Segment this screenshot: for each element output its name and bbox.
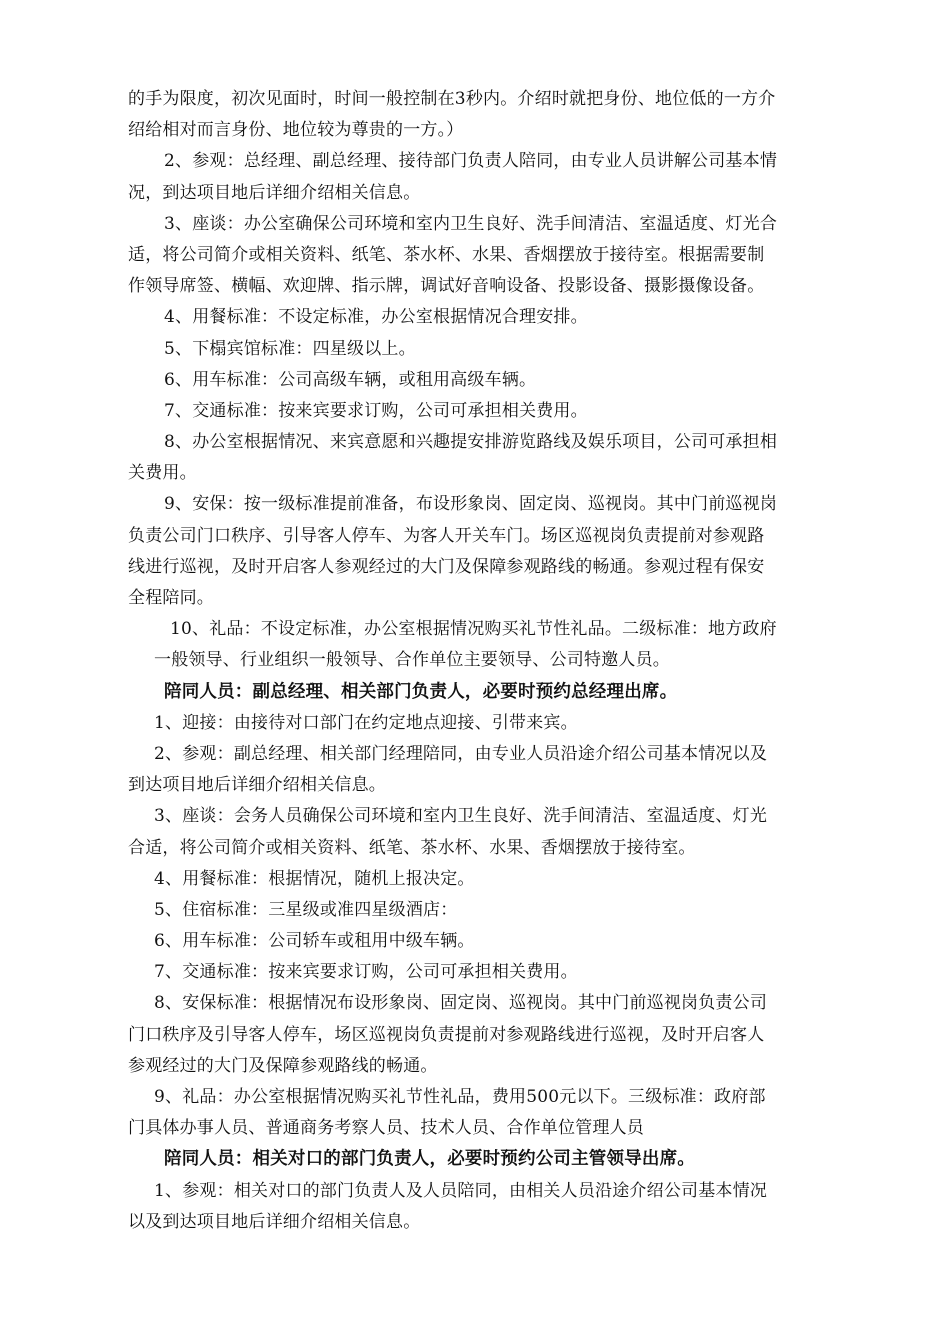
paragraph-line: 10、礼品：不设定标准，办公室根据情况购买礼节性礼品。二级标准：地方政府 [170,619,777,640]
paragraph-line: 负责公司门口秩序、引导客人停车、为客人开关车门。场区巡视岗负责提前对参观路 [128,525,765,546]
paragraph-line: 6、用车标准：公司高级车辆，或租用高级车辆。 [164,369,537,390]
paragraph-line: 2、参观：副总经理、相关部门经理陪同，由专业人员沿途介绍公司基本情况以及 [154,743,768,764]
paragraph-line: 线进行巡视，及时开启客人参观经过的大门及保障参观路线的畅通。参观过程有保安 [128,556,765,577]
paragraph-line: 一般领导、行业组织一般领导、合作单位主要领导、公司特邀人员。 [154,650,670,671]
paragraph-line: 作领导席签、横幅、欢迎牌、指示牌，调试好音响设备、投影设备、摄影摄像设备。 [128,276,765,297]
paragraph-line: 4、用餐标准：根据情况，随机上报决定。 [154,868,475,889]
document-body [128,84,828,1238]
paragraph-line: 门具体办事人员、普通商务考察人员、技术人员、合作单位管理人员 [128,1118,644,1139]
paragraph-line: 9、安保：按一级标准提前准备，布设形象岗、固定岗、巡视岗。其中门前巡视岗 [164,494,778,515]
paragraph-line: 3、座谈：会务人员确保公司环境和室内卫生良好、洗手间清洁、室温适度、灯光 [154,806,768,827]
paragraph-line: 关费用。 [128,463,197,484]
paragraph-line: 7、交通标准：按来宾要求订购，公司可承担相关费用。 [154,962,578,983]
paragraph-line: 参观经过的大门及保障参观路线的畅通。 [128,1055,438,1076]
paragraph-line: 5、下榻宾馆标准：四星级以上。 [164,338,416,359]
paragraph-line: 8、办公室根据情况、来宾意愿和兴趣提安排游览路线及娱乐项目，公司可承担相 [164,432,778,453]
paragraph-line: 8、安保标准：根据情况布设形象岗、固定岗、巡视岗。其中门前巡视岗负责公司 [154,993,768,1014]
paragraph-line: 9、礼品：办公室根据情况购买礼节性礼品，费用500元以下。三级标准：政府部 [154,1087,766,1107]
paragraph-line: 适，将公司简介或相关资料、纸笔、茶水杯、水果、香烟摆放于接待室。根据需要制 [128,244,765,265]
paragraph-line: 到达项目地后详细介绍相关信息。 [128,775,386,796]
paragraph-line: 1、迎接：由接待对口部门在约定地点迎接、引带来宾。 [154,712,578,733]
paragraph-line: 的手为限度，初次见面时，时间一般控制在3秒内。介绍时就把身份、地位低的一方介 [128,89,776,109]
paragraph-line: 1、参观：相关对口的部门负责人及人员陪同，由相关人员沿途介绍公司基本情况 [154,1180,768,1201]
paragraph-line: 门口秩序及引导客人停车，场区巡视岗负责提前对参观路线进行巡视，及时开启客人 [128,1024,765,1045]
section-heading: 陪同人员：相关对口的部门负责人，必要时预约公司主管领导出席。 [164,1149,695,1170]
paragraph-line: 况，到达项目地后详细介绍相关信息。 [128,182,421,203]
paragraph-line: 全程陪同。 [128,588,214,608]
paragraph-line: 合适，将公司简介或相关资料、纸笔、茶水杯、水果、香烟摆放于接待室。 [128,837,696,858]
paragraph-line: 5、住宿标准：三星级或准四星级酒店： [154,899,458,920]
section-heading: 陪同人员：副总经理、相关部门负责人，必要时预约总经理出席。 [164,681,678,702]
paragraph-line: 4、用餐标准：不设定标准，办公室根据情况合理安排。 [164,307,588,328]
paragraph-line: 7、交通标准：按来宾要求订购，公司可承担相关费用。 [164,400,588,421]
paragraph-line: 2、参观：总经理、副总经理、接待部门负责人陪同，由专业人员讲解公司基本情 [164,151,778,172]
paragraph-line: 绍给相对而言身份、地位较为尊贵的一方。） [128,120,464,141]
paragraph-line: 以及到达项目地后详细介绍相关信息。 [128,1211,421,1232]
paragraph-line: 6、用车标准：公司轿车或租用中级车辆。 [154,931,475,952]
paragraph-line: 3、座谈：办公室确保公司环境和室内卫生良好、洗手间清洁、室温适度、灯光合 [164,213,778,234]
